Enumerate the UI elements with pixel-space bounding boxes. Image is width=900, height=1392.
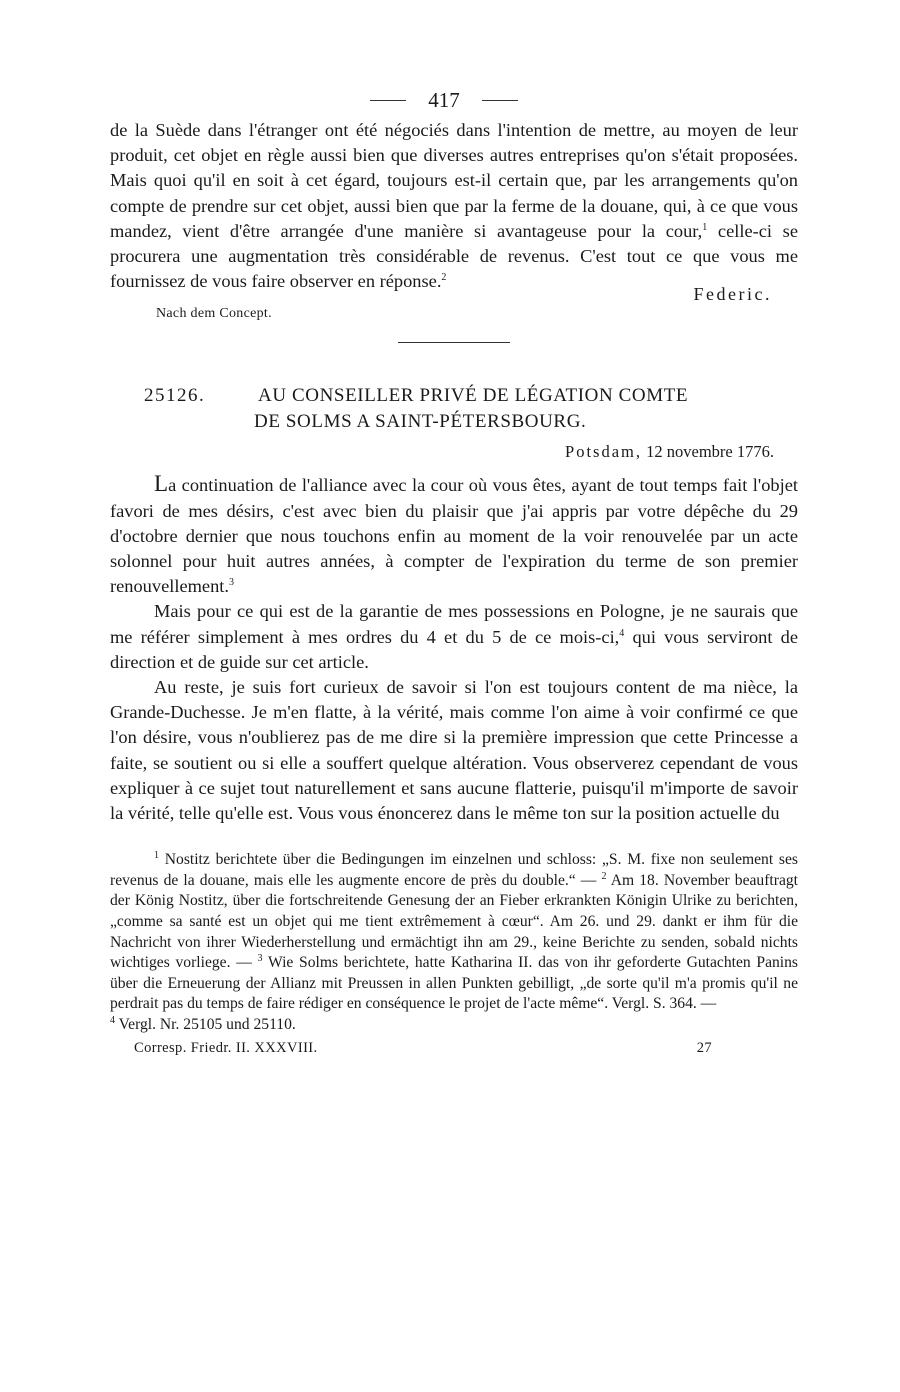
- letter-paragraph-2: [110, 599, 798, 675]
- signature-row: [110, 284, 798, 328]
- page-number: 417: [428, 87, 460, 112]
- footnotes: [110, 850, 798, 1035]
- footer-source: Corresp. Friedr. II. XXXVIII.: [134, 1039, 318, 1056]
- footnote-4-line: [110, 1015, 798, 1036]
- previous-letter-paragraph: [110, 118, 798, 294]
- footnote-ref-2: 2: [441, 272, 447, 284]
- footnote-mark-2: 2: [601, 870, 607, 882]
- signature: Federic.: [693, 284, 772, 305]
- letter-paragraph-3: Au reste, je suis fort curieux de savoir si l'on est toujours content de ma nièce, la Grande-Duchesse. Je m'en flatte, à la vérité, mais comme l'on aime à voir confirmé ce que l'on désire, vous n'oublierez pas de me dire si la première impression que cette Princesse a faite, se soutient ou si elle a souffert quelque altération. Vous observerez cependant de vous expliquer à ce sujet tout naturellement et sans aucune flatterie, puisqu'il m'importe de savoir la vérité, telle qu'elle est. Vous vous énoncerez dans le même ton sur la position actuelle du: [110, 677, 798, 824]
- page-header: [90, 82, 798, 118]
- footnote-ref-3: 3: [228, 577, 234, 589]
- section-separator: [398, 342, 510, 343]
- footnote-ref-1: 1: [702, 221, 708, 233]
- footnote-block: [110, 850, 798, 1015]
- initial-letter: L: [154, 471, 169, 497]
- footer-sheet-number: 27: [696, 1039, 712, 1056]
- letter-title-line-2: DE SOLMS A SAINT-PÉTERSBOURG.: [254, 411, 587, 433]
- previous-letter-text-1: de la Suède dans l'étranger ont été négociés dans l'intention de mettre, au moyen de leur produit, cet objet en règle aussi bien que diverses autres entreprises qu'on s'était proposées. Mais quoi qu'il en soit à cet égard, toujours est-il certain que, par les arrangements qu'on compte de prendre sur cet objet, aussi bien que par la ferme de la douane, qui, à ce que vous mandez, vient d'être arrangée d'une manière si avantageuse pour la cour,: [110, 120, 798, 241]
- header-rule-right: [482, 100, 518, 101]
- letter-title-line-1: AU CONSEILLER PRIVÉ DE LÉGATION COMTE: [258, 385, 689, 407]
- footnote-mark-4: 4: [110, 1014, 115, 1026]
- document-page: [110, 82, 798, 1057]
- dateline-place: Potsdam,: [565, 442, 643, 462]
- footnote-mark-3: 3: [257, 953, 263, 965]
- footnote-4-text: Vergl. Nr. 25105 und 25110.: [115, 1016, 296, 1034]
- letter-paragraph-1: [110, 471, 798, 599]
- previous-letter-text-2: celle-ci se procurera une augmentation très considérable de revenus. C'est tout ce que vous me fournissez de vous faire observer en réponse.: [110, 220, 798, 292]
- letter-body: [110, 471, 798, 826]
- footnote-mark-1: 1: [154, 850, 159, 862]
- footnote-ref-4: 4: [619, 627, 625, 639]
- header-rule-left: [370, 100, 406, 101]
- letter-heading: [110, 383, 798, 435]
- dateline: [110, 441, 774, 463]
- page-footer: [110, 1040, 798, 1057]
- dateline-date: 12 novembre 1776.: [646, 442, 774, 462]
- letter-paragraph-2-text-a: Mais pour ce qui est de la garantie de mes possessions en Pologne, je ne saurais que me référer simplement à mes ordres du 4 et du 5 de ce mois-ci,: [110, 601, 798, 647]
- letter-paragraph-2-text-b: qui vous serviront de direction et de guide sur cet article.: [110, 626, 798, 672]
- footnote-2-text: Am 18. November beauftragt der König Nostitz, über die fortschreitende Genesung der an Fieber erkrankten Königin Ulrike zu berichten, „comme sa santé est un objet qui me tient extrêmement à cœur“. Am 26. und 29. dankt er ihm für die Nachricht von ihrer Wiederherstellung und ermächtigt ihn am 29., keine Berichte zu senden, sobald nichts wichtiges vorliege. —: [110, 871, 798, 972]
- letter-paragraph-1-text: a continuation de l'alliance avec la cour où vous êtes, ayant de tout temps fait l'objet favori de mes désirs, c'est avec bien du plaisir que j'ai appris par votre dépêche du 29 d'octobre dernier que nous touchons enfin au moment de la voir renouvelée par un acte solonnel pour huit autres années, à compter de l'expiration du terme de son premier renouvellement.: [110, 475, 798, 597]
- source-note: Nach dem Concept.: [156, 306, 272, 322]
- footnote-3-text: Wie Solms berichtete, hatte Katharina II. das von ihr geforderte Gutachten Panins über die Erneuerung der Allianz mit Preussen in allen Punkten gebilligt, „de sorte qu'il m'a promis qu'il ne perdrait pas du temps de faire rédiger en conséquence le projet de l'acte même“. Vergl. S. 364. —: [110, 954, 798, 1013]
- footnote-1-text: Nostitz berichtete über die Bedingungen im einzelnen und schloss: „S. M. fixe non seulement ses revenus de la douane, mais elle les augmente encore de près du double.“ —: [110, 851, 798, 889]
- letter-number: 25126.: [144, 385, 206, 407]
